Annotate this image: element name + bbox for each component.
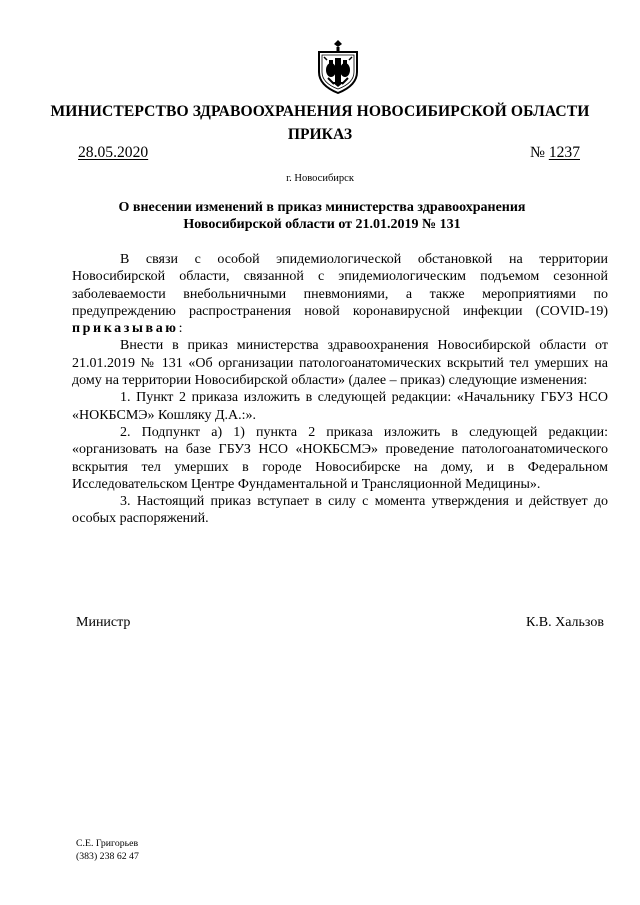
number-sign: № — [530, 144, 545, 161]
signatory-name: К.В. Хальзов — [525, 615, 604, 630]
preamble-text: В связи с особой эпидемиологической обстановкой на территории Новосибирской области, связанной с эпидемиологическим подъемом сезонной заболеваемости внебольничными пневмониями, а также мероприятиями по предупреждению распространения новой коронавирусной инфекции (COVID-19) — [72, 252, 608, 319]
intro-paragraph: Внести в приказ министерства здравоохранения Новосибирской области от 21.01.2019 № 131 «Об организации патологоанатомических вскрытий тел умерших на дому на территории Новосибирской области» (далее – приказ) следующие изменения: — [72, 338, 608, 389]
item-3-paragraph: 3. Настоящий приказ вступает в силу с момента утверждения и действует до особых распоряжений. — [72, 494, 608, 527]
order-date: 28.05.2020 — [78, 144, 149, 161]
item-1-paragraph: 1. Пункт 2 приказа изложить в следующей редакции: «Начальнику ГБУЗ НСО «НОКБСМЭ» Кошляку Д.А.:». — [72, 390, 608, 423]
ministry-name: МИНИСТЕРСТВО ЗДРАВООХРАНЕНИЯ НОВОСИБИРСКОЙ ОБЛАСТИ — [50, 103, 590, 120]
order-number: 1237 — [548, 144, 580, 161]
coat-of-arms-icon — [314, 38, 362, 94]
executor-name: С.Е. Григорьев — [76, 838, 139, 849]
executor-phone: (383) 238 62 47 — [76, 850, 139, 862]
order-body — [72, 251, 608, 528]
order-word: приказываю — [72, 321, 179, 337]
city: г. Новосибирск — [286, 173, 354, 184]
document-type: ПРИКАЗ — [287, 126, 353, 143]
order-number-block — [530, 144, 580, 162]
order-colon: : — [178, 321, 183, 337]
item-2-paragraph: 2. Подпункт а) 1) пункта 2 приказа изложить в следующей редакции: «организовать на базе ГБУЗ НСО «НОКБСМЭ» проведение патологоанатомического вскрытия тел умерших в городе Новосибирске на дому, и в Федеральном Исследовательском Центре Фундаментальной и Трансляционной Медицины». — [72, 424, 608, 492]
subject-line-2: Новосибирской области от 21.01.2019 № 131 — [183, 217, 461, 232]
subject-line-1: О внесении изменений в приказ министерства здравоохранения — [118, 200, 526, 215]
preamble-paragraph — [72, 251, 608, 337]
signatory-title: Министр — [76, 615, 131, 630]
order-subject — [80, 199, 564, 233]
executor-info — [76, 838, 139, 863]
